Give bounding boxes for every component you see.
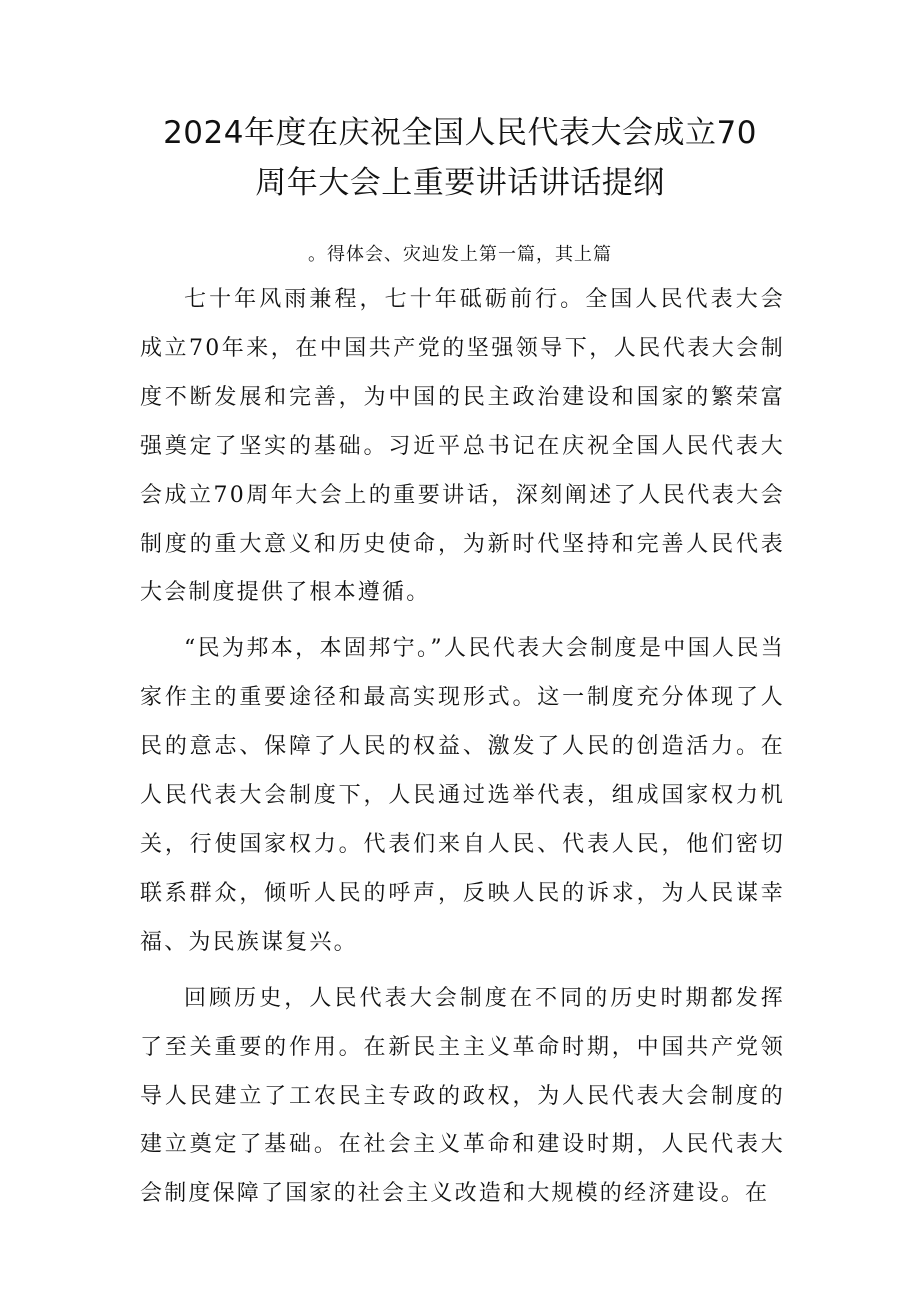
- document-body: [140, 276, 785, 1219]
- document-title: [120, 108, 800, 208]
- title-line-1: 2024年度在庆祝全国人民代表大会成立70: [163, 115, 757, 151]
- paragraph-1: 七十年风雨兼程，七十年砥砺前行。全国人民代表大会成立70年来，在中国共产党的坚强领导下，人民代表大会制度不断发展和完善，为中国的民主政治建设和国家的繁荣富强奠定了坚实的基础。习近平总书记在庆祝全国人民代表大会成立70周年大会上的重要讲话，深刻阐述了人民代表大会制度的重大意义和历史使命，为新时代坚持和完善人民代表大会制度提供了根本遵循。: [140, 287, 785, 606]
- paragraph-2: “民为邦本，本固邦宁。”人民代表大会制度是中国人民当家作主的重要途径和最高实现形式。这一制度充分体现了人民的意志、保障了人民的权益、激发了人民的创造活力。在人民代表大会制度下，人民通过选举代表，组成国家权力机关，行使国家权力。代表们来自人民、代表人民，他们密切联系群众，倾听人民的呼声，反映人民的诉求，为人民谋幸福、为民族谋复兴。: [140, 636, 785, 955]
- paragraph-3: 回顾历史，人民代表大会制度在不同的历史时期都发挥了至关重要的作用。在新民主主义革命时期，中国共产党领导人民建立了工农民主专政的政权，为人民代表大会制度的建立奠定了基础。在社会主义革命和建设时期，人民代表大会制度保障了国家的社会主义改造和大规模的经济建设。在: [140, 985, 785, 1207]
- title-line-2: 周年大会上重要讲话讲话提纲: [255, 165, 665, 201]
- document-subtitle: 。得体会、灾辿发上第一篇，其上篇: [308, 244, 612, 265]
